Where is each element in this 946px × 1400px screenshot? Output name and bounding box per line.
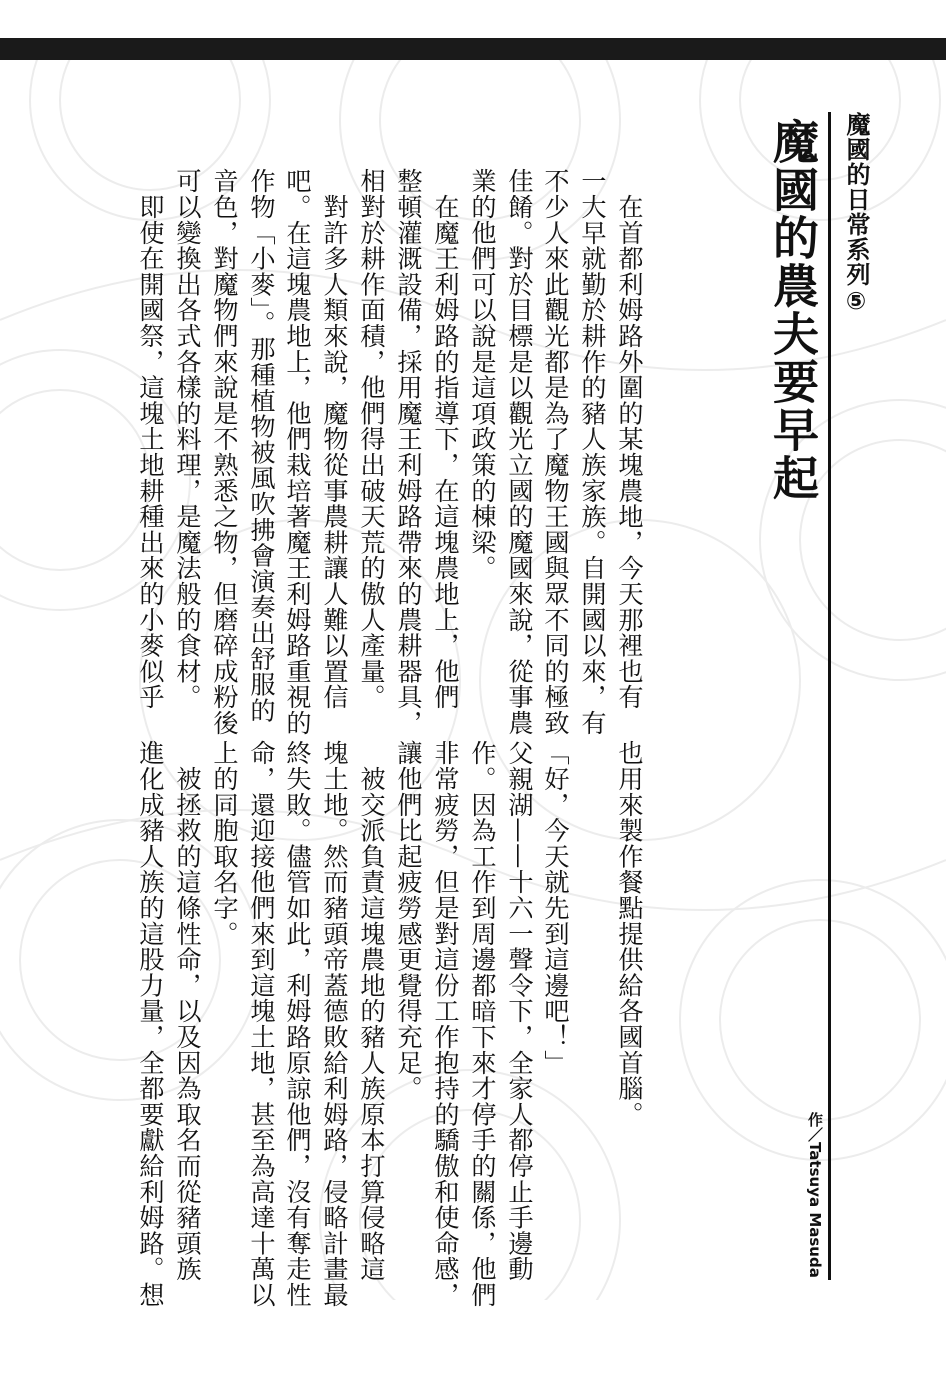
text-column: 吧。在這塊農地上，他們栽培著魔王利姆路重視的 (283, 168, 312, 736)
text-column: 也用來製作餐點提供給各國首腦。 (615, 740, 644, 1127)
text-column: 佳餚。對於目標是以觀光立國的魔國來說，從事農 (505, 168, 534, 736)
text-column: 相對於耕作面積，他們得出破天荒的傲人產量。 (357, 168, 386, 710)
text-column: 作。因為工作到周邊都暗下來才停手的關係，他們 (468, 740, 497, 1308)
series-label: 魔國的日常系列⑤ (842, 112, 870, 316)
text-column: 即使在開國祭，這塊土地耕種出來的小麥似乎 (136, 168, 165, 710)
text-column: 終失敗。儘管如此，利姆路原諒他們，沒有奪走性 (283, 740, 312, 1308)
text-column: 命，還迎接他們來到這塊土地，甚至為高達十萬以 (247, 740, 276, 1308)
text-column: 不少人來此觀光都是為了魔物王國與眾不同的極致 (541, 168, 570, 736)
author-credit: 作／Tatsuya Masuda (806, 1112, 824, 1278)
text-column: 對許多人類來說，魔物從事農耕讓人難以置信 (320, 168, 349, 710)
text-column: 一大早就勤於耕作的豬人族家族。自開國以來，有 (578, 168, 607, 736)
text-column: 父親湖——十六一聲令下，全家人都停止手邊動 (505, 740, 534, 1282)
text-column: 作物「小麥」。那種植物被風吹拂會演奏出舒服的 (247, 168, 276, 723)
text-column: 整頓灌溉設備，採用魔王利姆路帶來的農耕器具， (394, 168, 423, 736)
text-column: 「好，今天就先到這邊吧！」 (541, 740, 570, 1076)
text-column: 音色，對魔物們來說是不熟悉之物，但磨碎成粉後 (210, 168, 239, 736)
text-column: 被交派負責這塊農地的豬人族原本打算侵略這 (357, 740, 386, 1282)
story-title: 魔國的農夫要早起 (766, 118, 820, 502)
text-column: 業的他們可以說是這項政策的棟梁。 (468, 168, 497, 581)
top-bar (0, 38, 946, 60)
text-column: 在首都利姆路外圍的某塊農地，今天那裡也有 (615, 168, 644, 710)
series-rule (828, 112, 831, 1280)
text-column: 在魔王利姆路的指導下，在這塊農地上，他們 (431, 168, 460, 710)
text-column: 塊土地。然而豬頭帝蓋德敗給利姆路，侵略計畫最 (320, 740, 349, 1308)
text-column: 讓他們比起疲勞感更覺得充足。 (394, 740, 423, 1102)
text-column: 非常疲勞，但是對這份工作抱持的驕傲和使命感， (431, 740, 460, 1308)
text-column: 進化成豬人族的這股力量，全都要獻給利姆路。想 (136, 740, 165, 1308)
text-column: 被拯救的這條性命，以及因為取名而從豬頭族 (173, 740, 202, 1282)
text-column: 上的同胞取名字。 (210, 740, 239, 947)
text-column: 可以變換出各式各樣的料理，是魔法般的食材。 (173, 168, 202, 710)
